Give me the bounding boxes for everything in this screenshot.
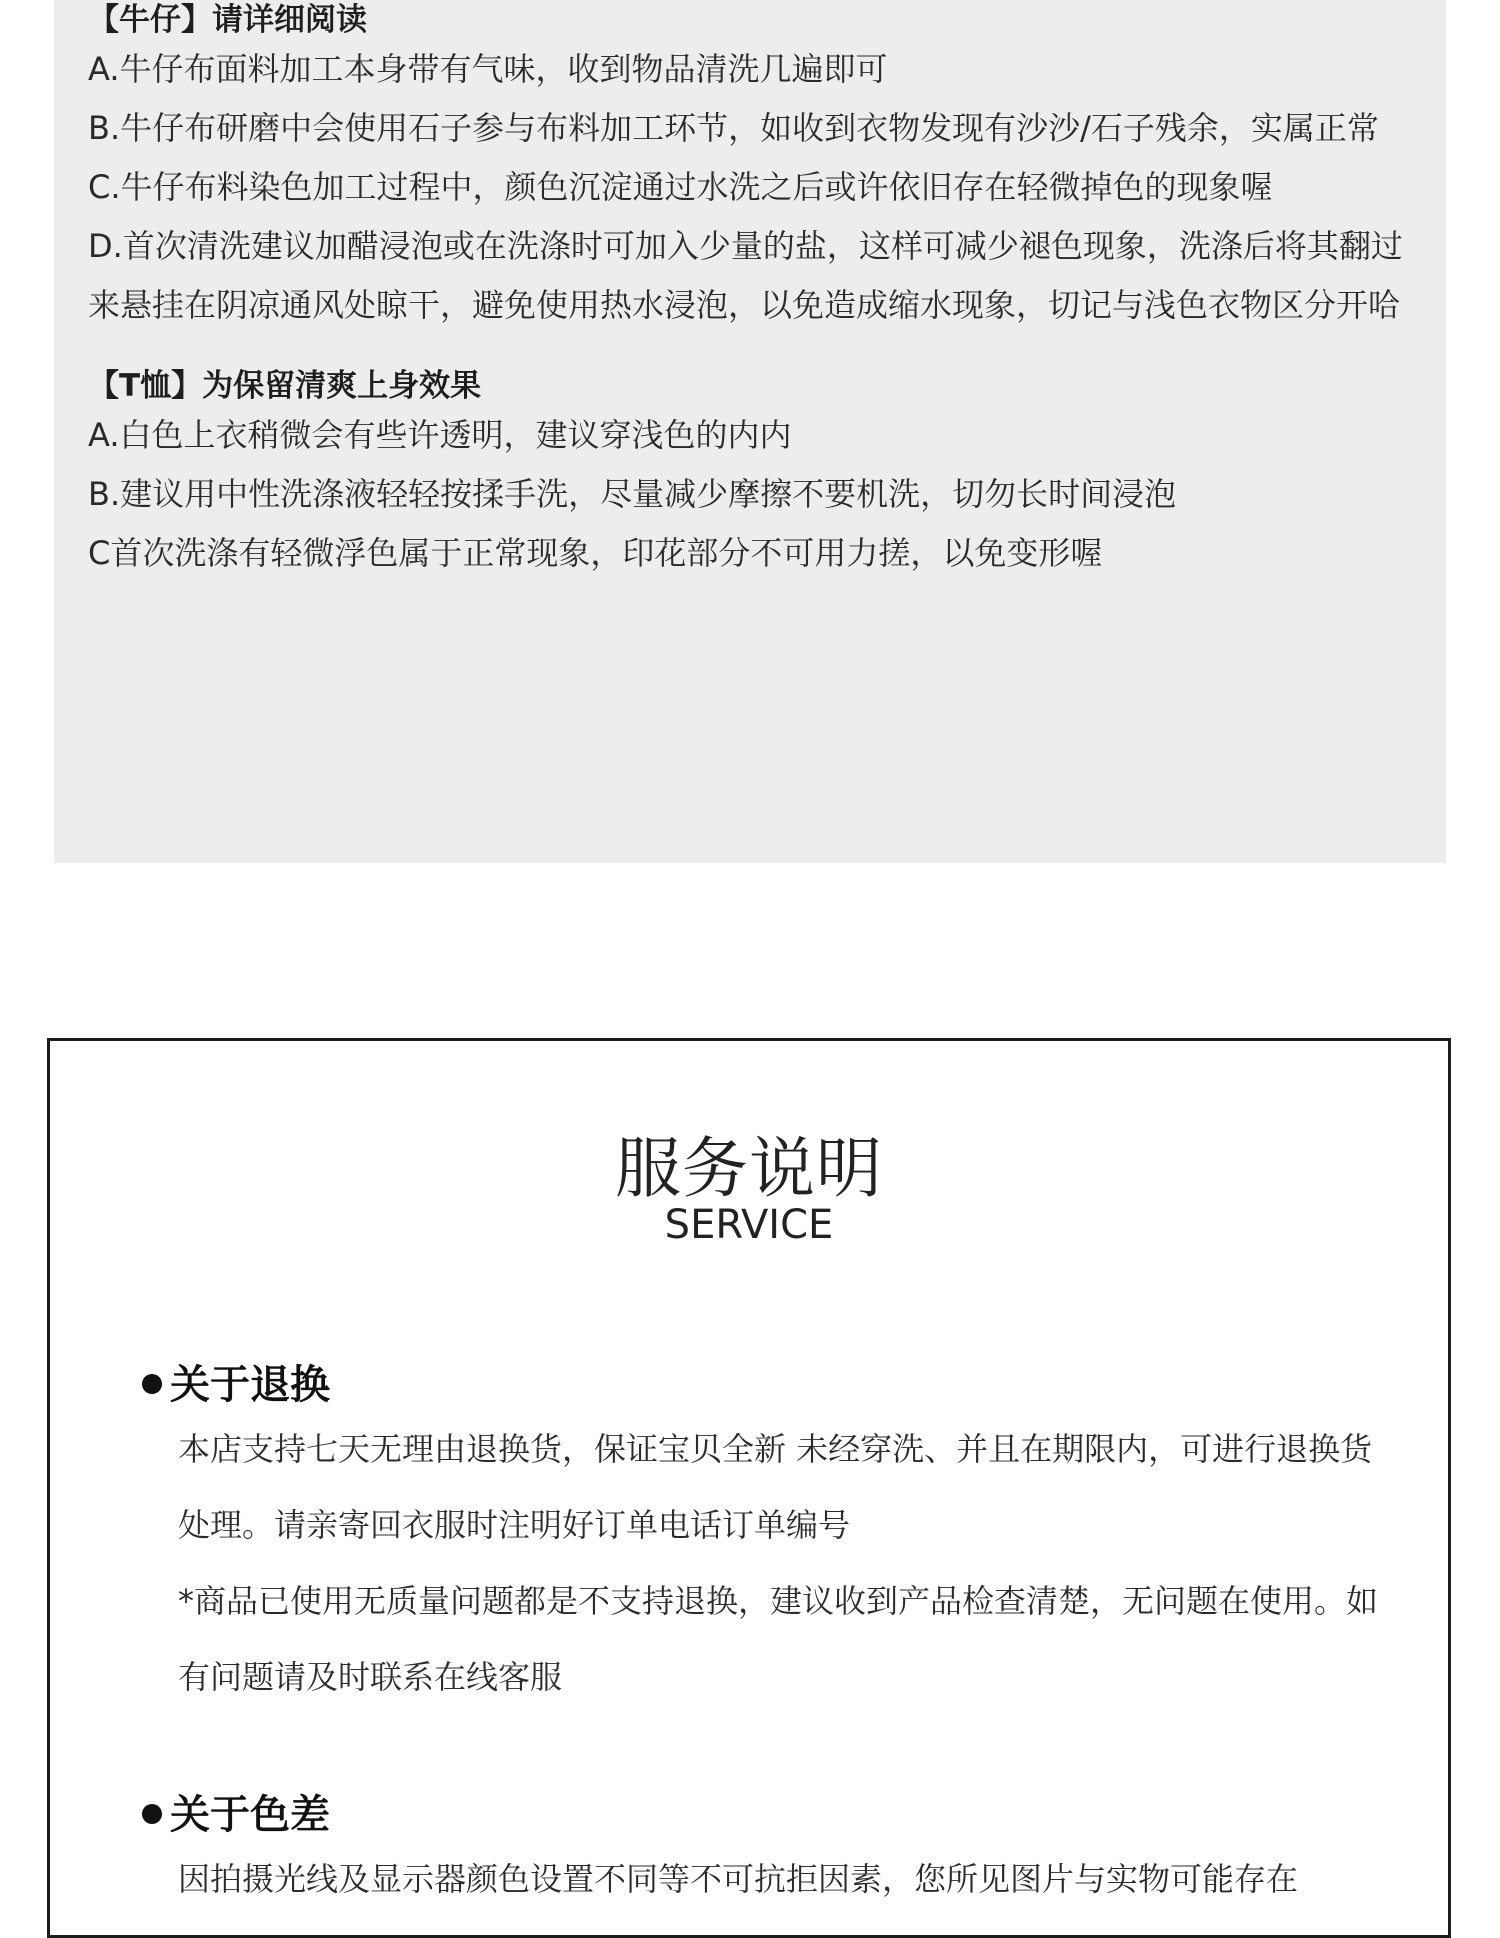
returns-note-text: *商品已使用无质量问题都是不支持退换，建议收到产品检查清楚，无问题在使用。如有问题请及时联系在线客服 — [178, 1582, 1379, 1696]
denim-item-d: D.首次清洗建议加醋浸泡或在洗涤时可加入少量的盐，这样可减少褪色现象，洗涤后将其翻过来悬挂在阴凉通风处晾干，避免使用热水浸泡，以免造成缩水现象，切记与浅色衣物区分开哈 — [88, 227, 1403, 324]
color-difference-text: 因拍摄光线及显示器颜色设置不同等不可抗拒因素，您所见图片与实物可能存在 — [178, 1860, 1299, 1898]
section-spacer — [88, 335, 1428, 366]
denim-item-b: B.牛仔布研磨中会使用石子参与布料加工环节，如收到衣物发现有沙沙/石子残余，实属正常 — [88, 109, 1379, 147]
tshirt-item-a: A.白色上衣稍微会有些许透明，建议穿浅色的内内 — [88, 416, 792, 454]
denim-item-a: A.牛仔布面料加工本身带有气味，收到物品清洗几遍即可 — [88, 50, 888, 88]
returns-heading — [142, 1359, 1402, 1411]
tshirt-heading: 【T恤】为保留清爽上身效果 — [88, 368, 482, 404]
service-box — [47, 1038, 1451, 1938]
color-difference-section — [142, 1789, 1402, 1917]
color-difference-heading — [142, 1789, 1402, 1841]
denim-heading: 【牛仔】请详细阅读 — [88, 2, 367, 38]
tshirt-item-c: C首次洗涤有轻微浮色属于正常现象，印花部分不可用力搓，以免变形喔 — [88, 534, 1103, 572]
service-title: 服务说明 — [615, 1130, 883, 1207]
color-difference-heading-text: 关于色差 — [170, 1792, 330, 1838]
returns-heading-text: 关于退换 — [170, 1362, 330, 1408]
bullet-icon — [142, 1374, 162, 1394]
service-subtitle: SERVICE — [664, 1202, 834, 1248]
returns-section — [142, 1359, 1402, 1715]
denim-item-c: C.牛仔布料染色加工过程中，颜色沉淀通过水洗之后或许依旧存在轻微掉色的现象喔 — [88, 168, 1273, 206]
returns-policy-text: 本店支持七天无理由退换货，保证宝贝全新 未经穿洗、并且在期限内，可进行退换货处理。请亲寄回衣服时注明好订单电话订单编号 — [178, 1430, 1373, 1544]
bullet-icon — [142, 1804, 162, 1824]
care-instructions — [88, 0, 1428, 583]
tshirt-item-b: B.建议用中性洗涤液轻轻按揉手洗，尽量减少摩擦不要机洗，切勿长时间浸泡 — [88, 475, 1177, 513]
